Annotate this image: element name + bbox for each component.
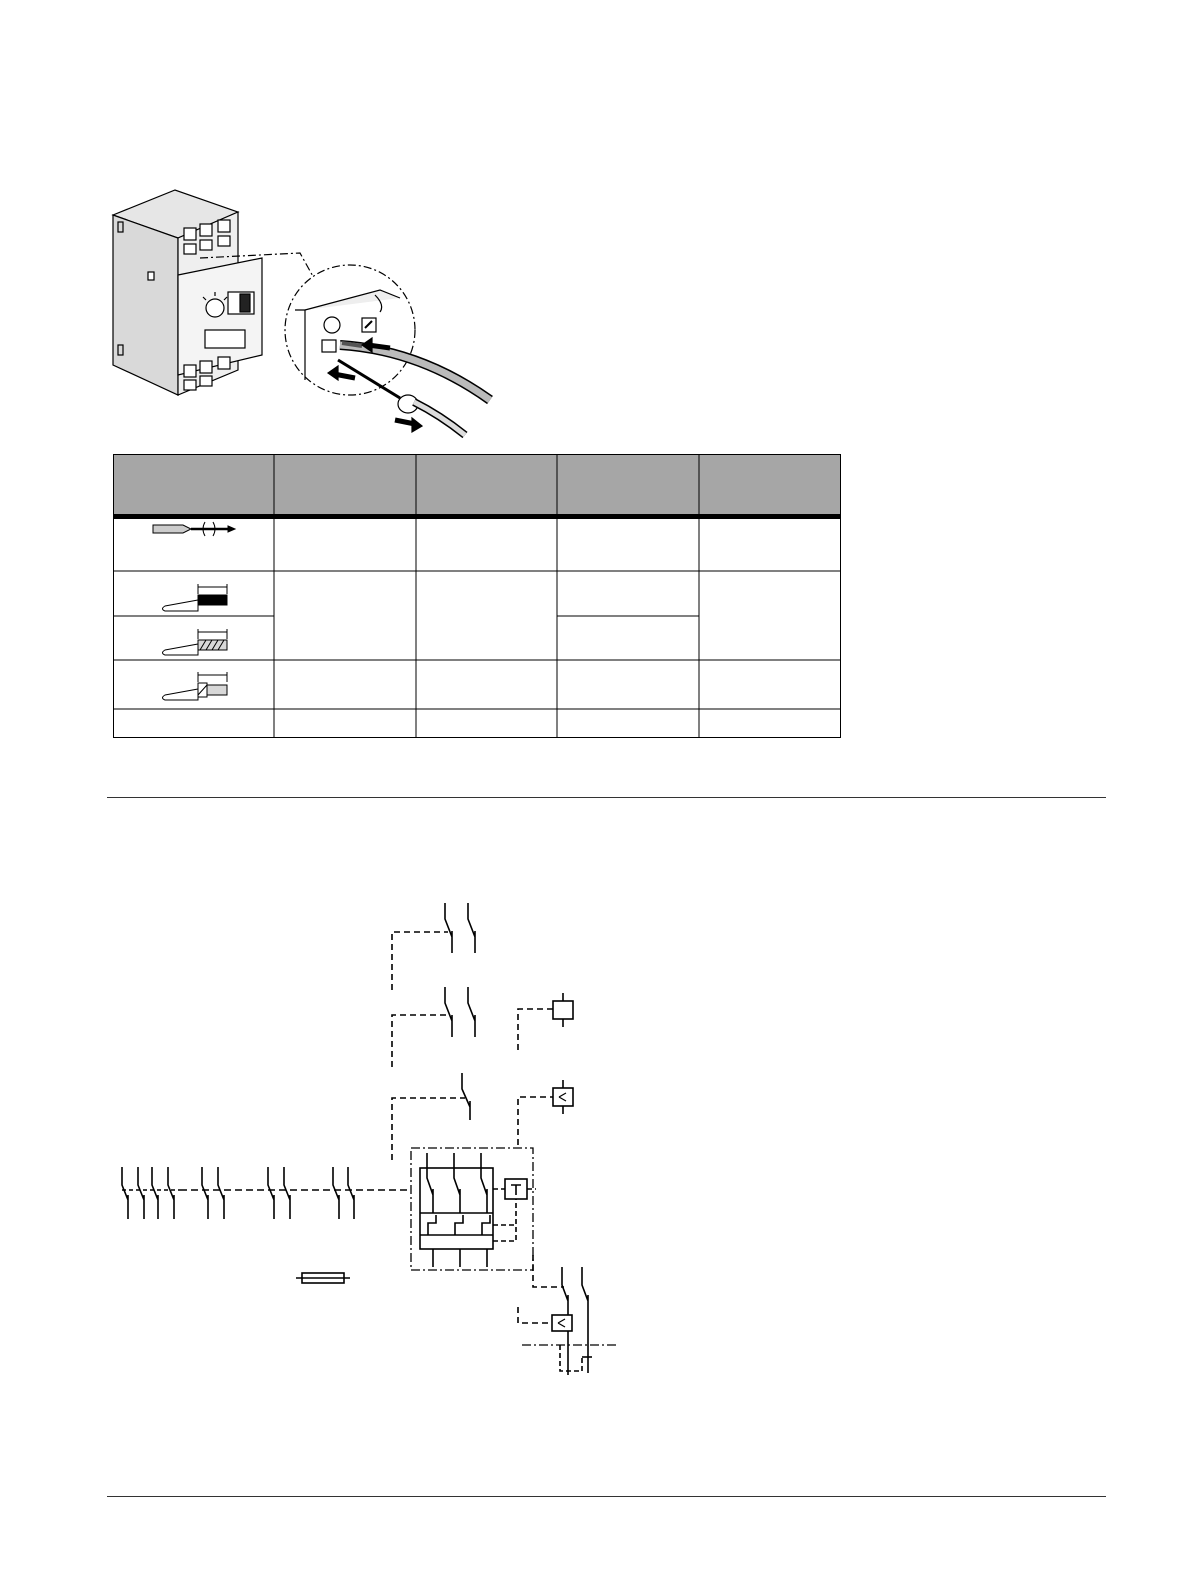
section-separator [107, 797, 1106, 798]
shunt-trip-coil [518, 993, 573, 1050]
contact-group-1 [122, 1167, 180, 1219]
solid-conductor-icon [163, 584, 228, 611]
breaker-body [113, 190, 262, 395]
ferrule-conductor-icon [163, 672, 228, 700]
contact-group-2 [202, 1167, 224, 1219]
screwdriver-icon [153, 522, 235, 536]
main-breaker [411, 1148, 536, 1270]
connection-spec-table [113, 454, 841, 738]
auxiliary-contact-no-2 [392, 987, 475, 1067]
stranded-conductor-icon [163, 629, 228, 655]
table-header [113, 454, 841, 516]
auxiliary-contact-single [392, 1073, 470, 1160]
contact-group-4 [333, 1167, 354, 1219]
undervoltage-release [518, 1080, 573, 1145]
device-illustration [100, 180, 520, 440]
footer-separator [107, 1496, 1106, 1497]
circuit-diagram [100, 895, 640, 1385]
auxiliary-contact-no [392, 903, 475, 990]
contact-group-3 [268, 1167, 290, 1219]
